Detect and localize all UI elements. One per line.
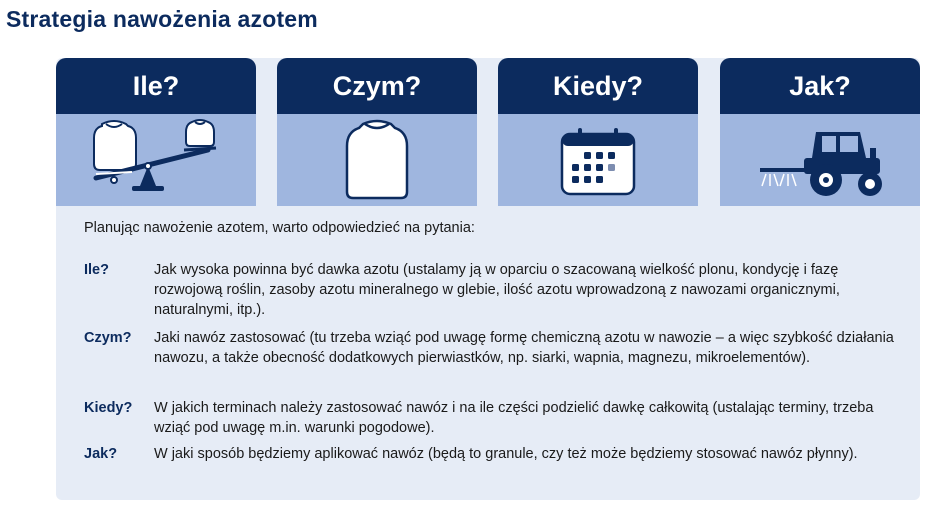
answer-text: Jaki nawóz zastosować (tu trzeba wziąć pod uwagę formę chemiczną azotu w nawozie – a więc szybkość działania nawozu, a także obecność dodatkowych pierwiastków, np. siarki, wapnia, magnezu, mikroelementów). (154, 330, 894, 366)
card-kiedy (498, 58, 698, 206)
info-panel (56, 58, 920, 500)
qa-item-jak (84, 444, 904, 484)
intro-text: Planując nawożenie azotem, warto odpowiedzieć na pytania: (84, 220, 475, 236)
answer-text: W jaki sposób będziemy aplikować nawóz (będą to granule, czy też może będziemy stosować nawóz płynny). (154, 446, 858, 462)
card-title: Kiedy? (498, 58, 698, 114)
card-jak (720, 58, 920, 206)
page-title: Strategia nawożenia azotem (6, 6, 318, 32)
question-cards (56, 58, 920, 206)
question-label: Kiedy? (84, 400, 133, 416)
card-body (277, 114, 477, 206)
card-body (498, 114, 698, 206)
answer-text: Jak wysoka powinna być dawka azotu (ustalamy ją w oparciu o szacowaną wielkość plonu, kondycję i fazę rozwojową roślin, zasoby azotu mineralnego w glebie, ilość azotu wprowadzoną z nawozami organicznymi, naturalnymi, itp.). (154, 262, 840, 318)
answer-text: W jakich terminach należy zastosować nawóz i na ile części podzielić dawkę całkowitą (ustalając terminy, trzeba wziąć pod uwagę m.in. warunki pogodowe). (154, 400, 874, 436)
question-label: Czym? (84, 330, 132, 346)
card-czym (277, 58, 477, 206)
card-body (720, 114, 920, 206)
qa-item-kiedy (84, 398, 904, 438)
tractor-sprayer-icon (720, 114, 920, 206)
calendar-icon (498, 114, 698, 206)
card-ile (56, 58, 256, 206)
question-label: Jak? (84, 446, 118, 462)
scale-bags-icon (56, 114, 256, 206)
fertilizer-bag-icon (277, 114, 477, 206)
card-body (56, 114, 256, 206)
qa-item-ile (84, 260, 904, 320)
card-title: Czym? (277, 58, 477, 114)
question-label: Ile? (84, 262, 109, 278)
qa-item-czym (84, 328, 904, 388)
card-title: Jak? (720, 58, 920, 114)
card-title: Ile? (56, 58, 256, 114)
